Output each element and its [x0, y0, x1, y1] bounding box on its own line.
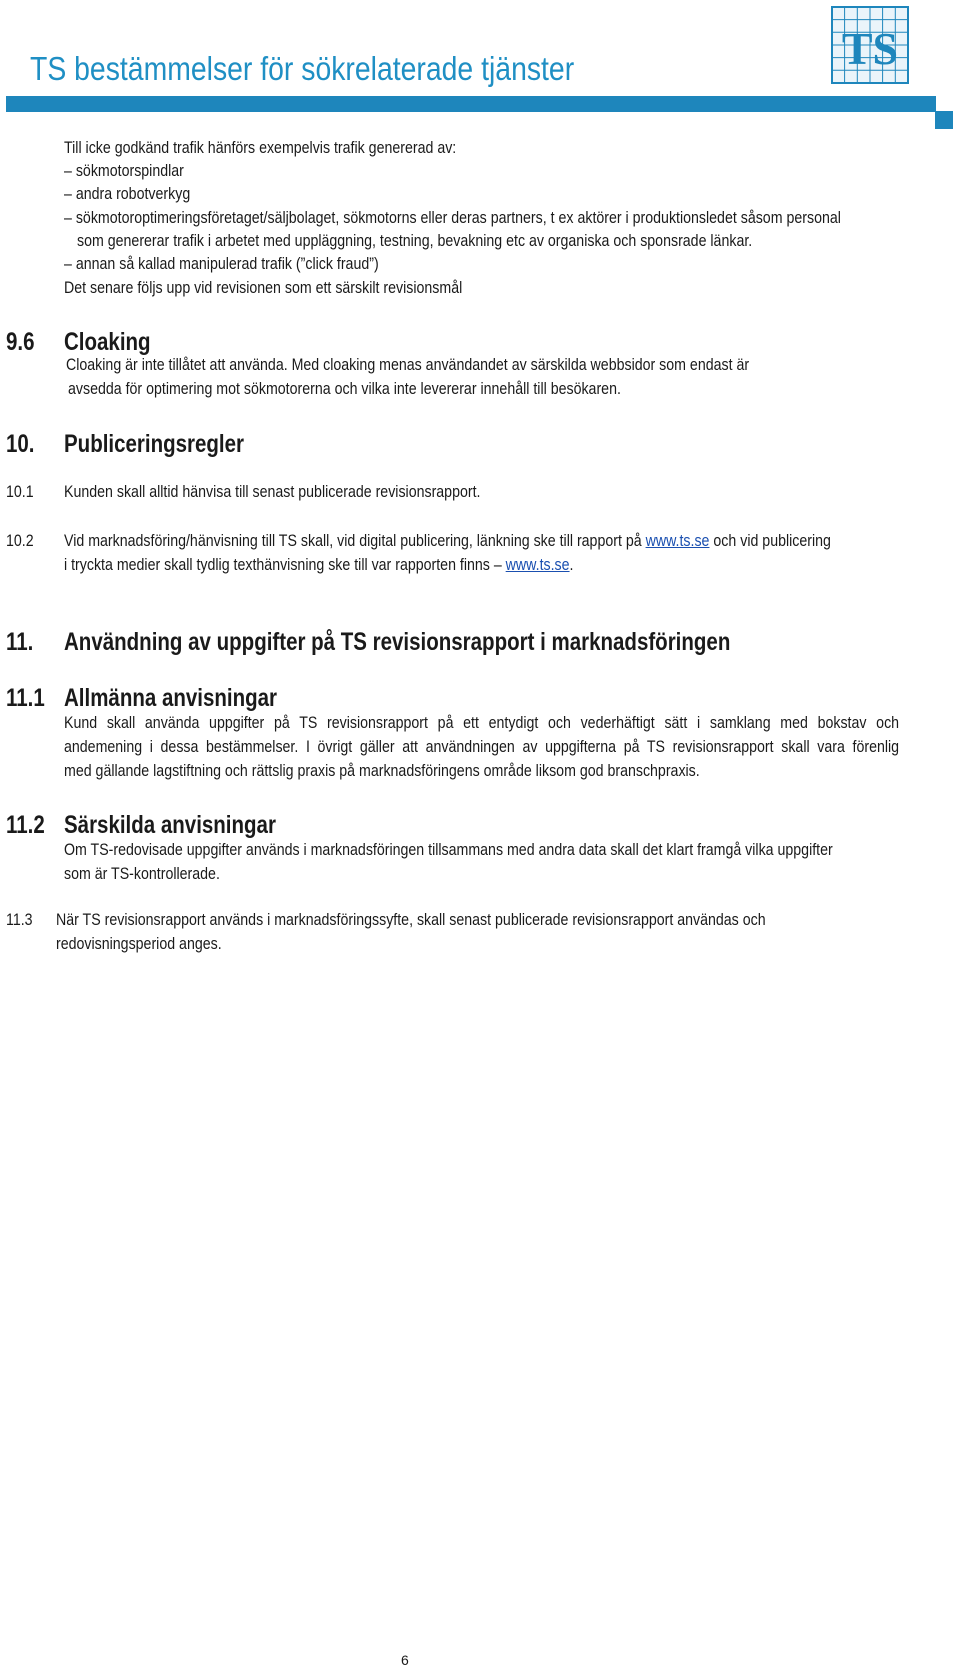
- paragraph-line: Kunden skall alltid hänvisa till senast publicerade revisionsrapport.: [64, 483, 481, 501]
- paragraph-line: Cloaking är inte tillåtet att använda. Med cloaking menas användandet av särskilda webbsidor som endast är: [66, 356, 750, 374]
- ts-website-link[interactable]: www.ts.se: [645, 532, 710, 550]
- text-run: i tryckta medier skall tydlig texthänvisning ske till var rapporten finns –: [64, 556, 506, 574]
- section-number: 11.: [6, 628, 34, 656]
- paragraph-line: Kund skall använda uppgifter på TS revisionsrapport på ett entydigt och vederhäftigt sätt i samklang med bokstav och: [64, 714, 900, 732]
- list-item: – sökmotoroptimeringsföretaget/säljbolaget, sökmotorns eller deras partners, t ex aktörer i produktionsledet såsom personal: [64, 209, 841, 227]
- subsection-heading: Allmänna anvisningar: [64, 684, 278, 712]
- intro-lead: Till icke godkänd trafik hänförs exempelvis trafik genererad av:: [64, 139, 457, 157]
- list-item: – sökmotorspindlar: [64, 162, 184, 180]
- paragraph-line: Om TS-redovisade uppgifter används i marknadsföringen tillsammans med andra data skall det klart framgå vilka uppgifter: [64, 841, 833, 859]
- page-title: TS bestämmelser för sökrelaterade tjänster: [30, 50, 575, 87]
- paragraph-line: avsedda för optimering mot sökmotorerna och vilka inte levererar innehåll till besökaren.: [68, 380, 621, 398]
- section-number: 9.6: [6, 328, 35, 356]
- subsection-number: 10.1: [6, 483, 34, 501]
- intro-note: Det senare följs upp vid revisionen som ett särskilt revisionsmål: [64, 279, 463, 297]
- paragraph-line: som är TS-kontrollerade.: [64, 865, 220, 883]
- paragraph-line: redovisningsperiod anges.: [56, 935, 222, 953]
- list-item: – andra robotverkyg: [64, 185, 191, 203]
- logo-text: TS: [841, 23, 899, 74]
- paragraph-line: När TS revisionsrapport används i marknadsföringssyfte, skall senast publicerade revisionsrapport användas och: [56, 911, 766, 929]
- section-heading: Användning av uppgifter på TS revisionsrapport i marknadsföringen: [64, 628, 731, 656]
- page-number: 6: [401, 1652, 409, 1668]
- subsection-number: 10.2: [6, 532, 34, 550]
- section-heading: Cloaking: [64, 328, 151, 356]
- text-run: och vid publicering: [709, 532, 831, 550]
- subsection-heading: Särskilda anvisningar: [64, 811, 276, 839]
- paragraph-line: [64, 555, 573, 575]
- text-run: .: [569, 556, 574, 574]
- header-divider-end: [935, 111, 953, 129]
- subsection-number: 11.2: [6, 811, 45, 839]
- subsection-number: 11.1: [6, 684, 45, 712]
- paragraph-line: [64, 531, 831, 551]
- paragraph-line: andemening i dessa bestämmelser. I övrigt gäller att användningen av uppgifterna på TS revisionsrapport skall vara förenlig: [64, 738, 900, 756]
- subsection-number: 11.3: [6, 911, 33, 929]
- section-heading: Publiceringsregler: [64, 430, 245, 458]
- header-divider: [6, 96, 936, 112]
- ts-logo-icon: [831, 6, 909, 84]
- ts-website-link[interactable]: www.ts.se: [505, 556, 570, 574]
- list-item: – annan så kallad manipulerad trafik (”click fraud”): [64, 255, 379, 273]
- paragraph-line: med gällande lagstiftning och rättslig praxis på marknadsföringens område liksom god branschpraxis.: [64, 762, 700, 780]
- text-run: Vid marknadsföring/hänvisning till TS skall, vid digital publicering, länkning ske till rapport på: [64, 532, 646, 550]
- section-number: 10.: [6, 430, 35, 458]
- list-item-continuation: som genererar trafik i arbetet med uppläggning, testning, bevakning etc av organiska och sponsrade länkar.: [77, 232, 753, 250]
